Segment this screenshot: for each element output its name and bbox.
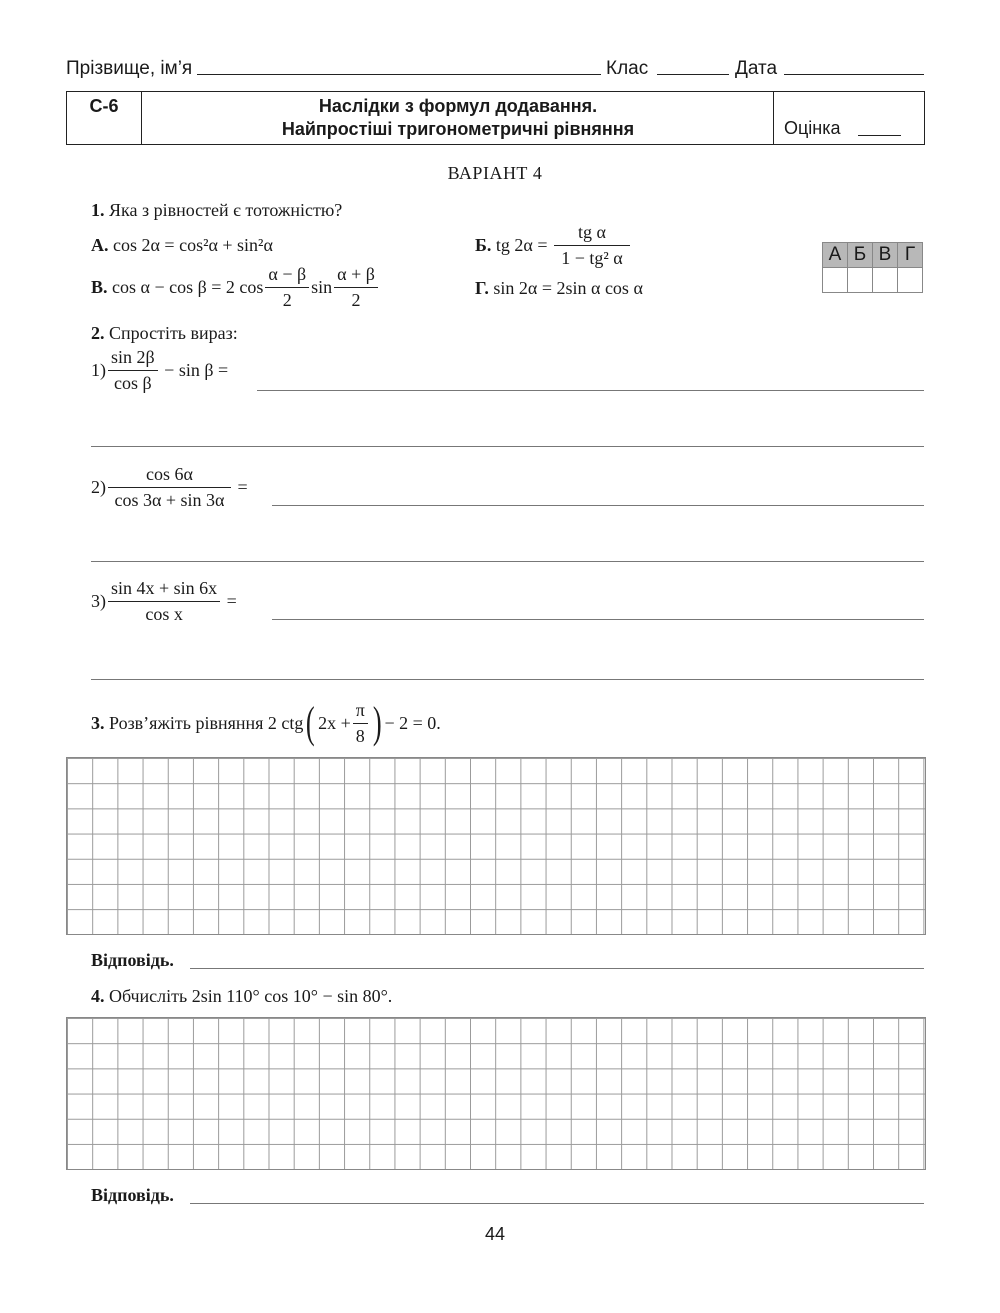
task2-question bbox=[91, 323, 238, 344]
option-v[interactable] bbox=[91, 264, 380, 310]
task3-number: 3. bbox=[91, 712, 105, 733]
task2-item-2-fraction bbox=[108, 464, 231, 510]
task2-item-2-label: 2) bbox=[91, 476, 106, 497]
task2-item-1-tail: − sin β = bbox=[164, 359, 229, 380]
option-a[interactable] bbox=[91, 235, 273, 256]
task3-pi-numerator: π bbox=[353, 700, 368, 724]
code-cell bbox=[67, 92, 142, 144]
page-number: 44 bbox=[484, 1224, 506, 1244]
class-label: Клас bbox=[606, 58, 649, 79]
answer-cell-b[interactable] bbox=[848, 268, 873, 293]
date-label: Дата bbox=[735, 58, 778, 79]
answer-cell-g[interactable] bbox=[898, 268, 923, 293]
task4-text: Обчисліть bbox=[109, 986, 188, 1006]
task3-text: Розв’яжіть рівняння bbox=[109, 712, 264, 733]
task2-item-2-denominator: cos 3α + sin 3α bbox=[114, 489, 225, 510]
task2-item-1-fraction bbox=[108, 347, 158, 393]
task2-item-3-label: 3) bbox=[91, 590, 106, 611]
task2-item-3-denominator: cos x bbox=[145, 603, 183, 624]
task2-item-3 bbox=[91, 578, 237, 624]
answer-header-v: В bbox=[873, 243, 898, 268]
task3-expr-end: − 2 = 0. bbox=[384, 712, 441, 733]
answer-table bbox=[822, 242, 923, 293]
option-a-formula: cos 2α = cos²α + sin²α bbox=[113, 235, 273, 255]
task1-question bbox=[91, 200, 342, 221]
task4-answer-line[interactable] bbox=[190, 1203, 924, 1204]
right-paren-icon: ) bbox=[372, 698, 382, 748]
option-g[interactable] bbox=[475, 278, 643, 299]
task2-item-3-answer-line-2[interactable] bbox=[91, 679, 924, 680]
option-g-formula: sin 2α = 2sin α cos α bbox=[493, 278, 643, 298]
option-v-fraction-1 bbox=[265, 264, 309, 310]
option-b-fraction bbox=[554, 222, 630, 268]
task2-item-1 bbox=[91, 347, 228, 393]
task2-item-1-answer-line-2[interactable] bbox=[91, 446, 924, 447]
task2-item-1-numerator: sin 2β bbox=[108, 347, 158, 371]
task2-item-2 bbox=[91, 464, 248, 510]
title-line-1: Наслідки з формул додавання. bbox=[318, 96, 598, 116]
title-box bbox=[66, 91, 925, 145]
grade-label: Оцінка bbox=[784, 118, 841, 138]
task3-work-grid[interactable] bbox=[66, 757, 926, 935]
task1-text: Яка з рівностей є тотожністю? bbox=[109, 200, 343, 220]
option-b-letter: Б. bbox=[475, 234, 492, 255]
option-v-fraction-2 bbox=[334, 264, 378, 310]
task2-item-2-answer-line-1[interactable] bbox=[272, 505, 924, 506]
task2-item-3-answer-line-1[interactable] bbox=[272, 619, 924, 620]
answer-header-g: Г bbox=[898, 243, 923, 268]
task2-item-3-numerator: sin 4x + sin 6x bbox=[108, 578, 220, 602]
task2-item-2-tail: = bbox=[237, 476, 248, 497]
task4-expr: 2sin 110° cos 10° − sin 80°. bbox=[191, 986, 393, 1006]
option-b-numerator: tg α bbox=[554, 222, 630, 246]
task3-pi-denominator: 8 bbox=[355, 725, 365, 746]
answer-table-row bbox=[823, 268, 923, 293]
task3-answer-line[interactable] bbox=[190, 968, 924, 969]
date-field[interactable] bbox=[784, 74, 924, 75]
grade-field[interactable] bbox=[858, 135, 901, 136]
task2-item-2-answer-line-2[interactable] bbox=[91, 561, 924, 562]
option-a-letter: А. bbox=[91, 235, 109, 255]
name-field[interactable] bbox=[197, 74, 601, 75]
task2-item-1-answer-line-1[interactable] bbox=[257, 390, 924, 391]
option-b-lhs: tg 2α = bbox=[495, 234, 548, 255]
answer-cell-a[interactable] bbox=[823, 268, 848, 293]
task4-number: 4. bbox=[91, 986, 105, 1006]
task2-text: Спростіть вираз: bbox=[109, 323, 238, 343]
option-v-lhs: cos α − cos β = 2 cos bbox=[112, 276, 264, 297]
task2-item-1-denominator: cos β bbox=[114, 372, 152, 393]
task4-answer-label: Відповідь. bbox=[91, 1185, 174, 1205]
answer-header-b: Б bbox=[848, 243, 873, 268]
option-b-denominator: 1 − tg² α bbox=[561, 247, 623, 268]
answer-cell-v[interactable] bbox=[873, 268, 898, 293]
task3-expr-start: 2 ctg bbox=[267, 712, 304, 733]
name-label: Прізвище, ім’я bbox=[66, 58, 193, 79]
option-v-mid: sin bbox=[311, 276, 333, 297]
work-code: С-6 bbox=[89, 96, 119, 116]
task2-item-3-tail: = bbox=[226, 590, 237, 611]
answer-header-a: А bbox=[823, 243, 848, 268]
task3-inner: 2x + bbox=[318, 712, 351, 733]
class-field[interactable] bbox=[657, 74, 729, 75]
answer-table-header bbox=[823, 243, 923, 268]
option-v-numerator-2: α + β bbox=[334, 264, 378, 288]
task2-number: 2. bbox=[91, 323, 105, 343]
option-b[interactable] bbox=[475, 222, 632, 268]
left-paren-icon: ( bbox=[306, 698, 316, 748]
task3-pi-fraction bbox=[353, 700, 368, 746]
title-line-2: Найпростіші тригонометричні рівняння bbox=[281, 119, 635, 139]
option-v-letter: В. bbox=[91, 276, 108, 297]
task2-item-3-fraction bbox=[108, 578, 220, 624]
task4-question bbox=[91, 986, 392, 1007]
option-v-numerator-1: α − β bbox=[265, 264, 309, 288]
task3-answer-label: Відповідь. bbox=[91, 950, 174, 970]
option-v-denominator-1: 2 bbox=[282, 289, 292, 310]
task3-question bbox=[91, 700, 441, 746]
option-v-denominator-2: 2 bbox=[351, 289, 361, 310]
task1-number: 1. bbox=[91, 200, 105, 220]
option-g-letter: Г. bbox=[475, 278, 489, 298]
title-text bbox=[143, 95, 773, 141]
variant-title: ВАРІАНТ 4 bbox=[447, 163, 543, 183]
grade-cell bbox=[773, 92, 924, 144]
task2-item-1-label: 1) bbox=[91, 359, 106, 380]
task2-item-2-numerator: cos 6α bbox=[108, 464, 231, 488]
task4-work-grid[interactable] bbox=[66, 1017, 926, 1170]
